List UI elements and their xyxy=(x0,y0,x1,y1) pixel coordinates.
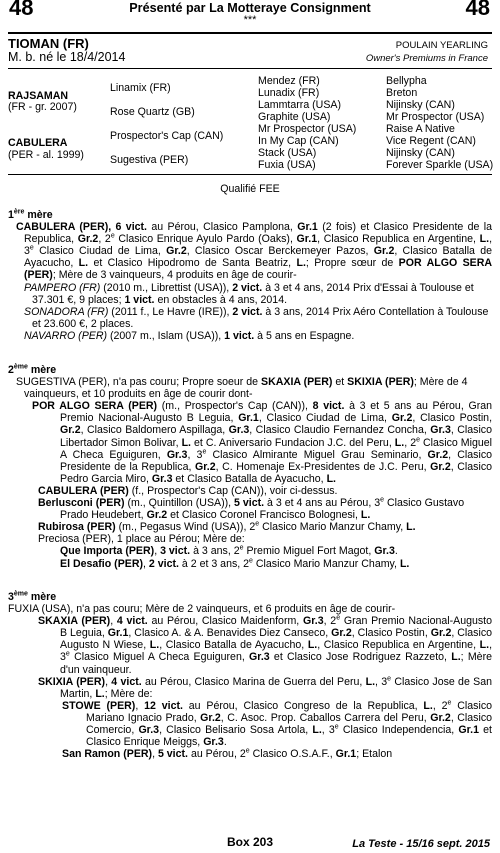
ped-gen3-2: Lunadix (FR) xyxy=(258,87,320,99)
ped-gen3-4: Graphite (USA) xyxy=(258,111,331,123)
dam-info: (PER - al. 1999) xyxy=(8,149,84,161)
first-dam-title: 1ère mère xyxy=(8,208,53,221)
produce-el-desafio: El Desafio (PER), 2 vict. à 2 et 3 ans, 2e Clasico Mario Manzur Chamy, L. xyxy=(60,556,410,570)
lot-number-left: 48 xyxy=(9,0,34,20)
dam-name: CABULERA xyxy=(8,137,68,149)
second-dam-section xyxy=(8,364,492,570)
sire-name: RAJSAMAN xyxy=(8,90,69,102)
title-stars: *** xyxy=(243,14,257,26)
consignor-title: Présenté par La Motteraye Consignment xyxy=(129,1,371,15)
ped-gen2-1: Linamix (FR) xyxy=(110,82,171,94)
ped-gen4-1: Bellypha xyxy=(386,75,427,87)
ped-gen2-2: Rose Quartz (GB) xyxy=(110,106,195,118)
ped-gen4-5: Raise A Native xyxy=(386,123,455,135)
produce-por-algo-sera: POR ALGO SERA (PER) (m., Prospector's Cap (CAN)), 8 vict. à 3 et 5 ans au Pérou, Gran Premio Nacional-Augusto B Leguia, Gr.1, Clasico Ciudad de Lima, Gr.2, Clasico Postin, Gr.2, Clasico Baldomero Aspillaga, Gr.3, Clasico Claudio Fernandez Concha, Gr.3, Clasico Libertador Simon Bolivar, L. et C. Aniversario Fundacion J.C. del Peru, L., 2e Clasico Miguel A Checa Eguiguren, Gr.3, 3e Clasico Almirante Miguel Grau Seminario, Gr.2, Clasico Presidente de la Republica, Gr.2, C. Homenaje Ex-Presidentes de J.C. Peru, Gr.2, Clasico Pedro Garcia Miro, Gr.3 et Clasico Batalla de Ayacucho, L. xyxy=(32,400,493,485)
header-divider xyxy=(8,32,492,34)
produce-preciosa: Preciosa (PER), 1 place au Pérou; Mère de: xyxy=(38,533,245,546)
ped-gen3-7: Stack (USA) xyxy=(258,147,317,159)
horse-name: TIOMAN (FR) xyxy=(8,36,89,51)
horse-birth: M. b. né le 18/4/2014 xyxy=(8,50,126,64)
box-number: Box 203 xyxy=(226,835,274,849)
sale-venue-date: La Teste - 15/16 sept. 2015 xyxy=(352,838,490,850)
third-dam-section xyxy=(8,591,492,760)
produce-skixia: SKIXIA (PER), 4 vict. au Pérou, Clasico Marina de Guerra del Peru, L., 3e Clasico Jose de San Martin, L.; Mère de: xyxy=(38,675,492,700)
ped-gen4-7: Nijinsky (CAN) xyxy=(386,147,455,159)
ped-gen4-6: Vice Regent (CAN) xyxy=(386,135,476,147)
produce-que-importa: Que Importa (PER), 3 vict. à 3 ans, 2e Premio Miguel Fort Magot, Gr.3. xyxy=(60,544,398,558)
first-dam-record: CABULERA (PER), 6 vict. au Pérou, Clasico Pamplona, Gr.1 (2 fois) et Clasico Presidente de la Republica, Gr.2, 2e Clasico Enrique Ayulo Pardo (Oaks), Gr.1, Clasico Republica en Argentine, L., 3e Clasico Ciudad de Lima, Gr.2, Clasico Oscar Berckemeyer Pazos, Gr.2, Clasico Batalla de Ayacucho, L. et Clasico Hipodromo de Santa Beatriz, L.; Propre sœur de POR ALGO SERA (PER); Mère de 3 vainqueurs, 4 produits en âge de courir- xyxy=(16,221,493,282)
qualified-fee: Qualifié FEE xyxy=(220,183,280,195)
pedigree-top-divider xyxy=(8,68,492,69)
ped-gen4-8: Forever Sparkle (USA) xyxy=(386,159,494,171)
ped-gen4-3: Nijinsky (CAN) xyxy=(386,99,455,111)
ped-gen3-3: Lammtarra (USA) xyxy=(258,99,341,111)
ped-gen3-5: Mr Prospector (USA) xyxy=(258,123,357,135)
ped-gen4-4: Mr Prospector (USA) xyxy=(386,111,485,123)
ped-gen3-6: In My Cap (CAN) xyxy=(258,135,339,147)
first-dam-section xyxy=(8,209,492,342)
produce-rubirosa: Rubirosa (PER) (m., Pegasus Wind (USA)), 2e Clasico Mario Manzur Chamy, L. xyxy=(38,520,416,534)
ped-gen4-2: Breton xyxy=(386,87,418,99)
produce-berlusconi: Berlusconi (PER) (m., Quintillon (USA)), 5 vict. à 3 et 4 ans au Pérou, 3e Clasico Gustavo Prado Heudebert, Gr.2 et Clasico Coronel Francisco Bolognesi, L. xyxy=(38,496,465,522)
third-dam-title: 3ème mère xyxy=(8,590,57,603)
pedigree-bottom-divider xyxy=(8,174,492,175)
ped-gen3-1: Mendez (FR) xyxy=(258,75,320,87)
produce-skaxia: SKAXIA (PER), 4 vict. au Pérou, Clasico Maidenform, Gr.3, 2e Gran Premio Nacional-Augusto B Leguia, Gr.1, Clasico A. & A. Benavides Diez Canseco, Gr.2, Clasico Postin, Gr.2, Clasico Augusto N Wiese, L., Clasico Batalla de Ayacucho, L., Clasico Republica en Argentine, L., 3e Clasico Miguel A Checa Eguiguren, Gr.3 et Clasico Jose Rodriguez Razzeto, L.; Mère d'un vainqueur. xyxy=(38,614,493,676)
produce-san-ramon: San Ramon (PER), 5 vict. au Pérou, 2e Clasico O.S.A.F., Gr.1; Etalon xyxy=(62,747,393,761)
produce-navarro: NAVARRO (PER) (2007 m., Islam (USA)), 1 vict. à 5 ans en Espagne. xyxy=(24,329,355,342)
ped-gen2-4: Sugestiva (PER) xyxy=(110,154,189,166)
ped-gen2-3: Prospector's Cap (CAN) xyxy=(110,130,224,142)
ped-gen3-8: Fuxia (USA) xyxy=(258,159,316,171)
produce-stowe: STOWE (PER), 12 vict. au Pérou, Clasico Congreso de la Republica, L., 2e Clasico Mariano Ignacio Prado, Gr.2, C. Asoc. Prop. Caballos Carrera del Peru, Gr.2, Clasico Comercio, Gr.3, Clasico Belisario Sosa Artola, L., 3e Clasico Independencia, Gr.1 et Clasico Enrique Meiggs, Gr.3. xyxy=(62,699,493,749)
produce-pampero: PAMPERO (FR) (2010 m., Librettist (USA)), 2 vict. à 3 et 4 ans, 2014 Prix d'Essai à Toulouse et 37.301 €, 9 places; 1 vict. en obstacles à 4 ans, 2014. xyxy=(24,281,474,306)
second-dam-intro: SUGESTIVA (PER), n'a pas couru; Propre soeur de SKAXIA (PER) et SKIXIA (PER); Mère de 4 vainqueurs, et 10 produits en âge de courir dont- xyxy=(16,376,468,401)
second-dam-title: 2ème mère xyxy=(8,363,57,376)
sire-info: (FR - gr. 2007) xyxy=(8,101,77,113)
owner-premiums: Owner's Premiums in France xyxy=(365,53,488,64)
horse-sex-age: POULAIN YEARLING xyxy=(395,40,488,51)
produce-cabulera: CABULERA (PER) (f., Prospector's Cap (CAN)), voir ci-dessus. xyxy=(38,484,338,497)
produce-sonadora: SONADORA (FR) (2011 f., Le Havre (IRE)), 2 vict. à 3 ans, 2014 Prix Aéro Contellation à Toulouse et 23.600 €, 2 places. xyxy=(24,305,489,330)
lot-number-right: 48 xyxy=(465,0,490,20)
third-dam-intro: FUXIA (USA), n'a pas couru; Mère de 2 vainqueurs, et 6 produits en âge de courir- xyxy=(8,603,396,616)
